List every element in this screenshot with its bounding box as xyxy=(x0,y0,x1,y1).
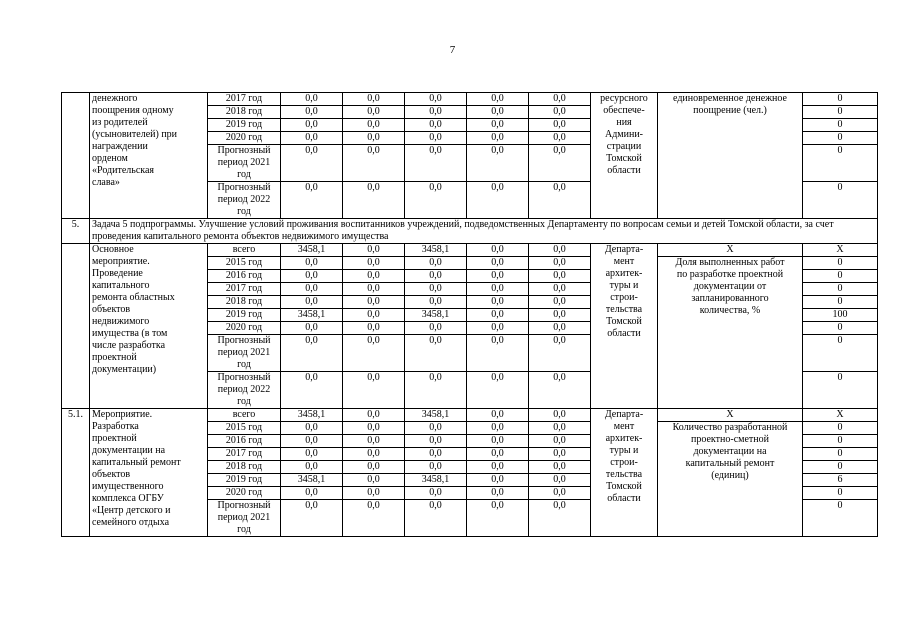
indicator-value: 0 xyxy=(803,257,878,270)
value-cell: 0,0 xyxy=(467,322,529,335)
value-cell: 0,0 xyxy=(343,93,405,106)
value-cell: 0,0 xyxy=(467,182,529,219)
value-cell: 0,0 xyxy=(405,270,467,283)
value-cell: 0,0 xyxy=(529,93,591,106)
value-cell: 0,0 xyxy=(529,487,591,500)
value-cell: 3458,1 xyxy=(281,244,343,257)
value-cell: 0,0 xyxy=(405,487,467,500)
period-cell: 2016 год xyxy=(208,435,281,448)
value-cell: 0,0 xyxy=(343,309,405,322)
indicator-name: Доля выполненных работ по разработке проектной документации от запланированного количества, % xyxy=(658,257,803,409)
value-cell: 0,0 xyxy=(405,145,467,182)
value-cell: 0,0 xyxy=(343,182,405,219)
value-cell: 0,0 xyxy=(343,448,405,461)
indicator-value: 0 xyxy=(803,322,878,335)
value-cell: 0,0 xyxy=(281,119,343,132)
value-cell: 0,0 xyxy=(467,461,529,474)
value-cell: 0,0 xyxy=(343,119,405,132)
value-cell: 3458,1 xyxy=(405,409,467,422)
indicator-head-cell: Х xyxy=(658,409,803,422)
value-cell: 0,0 xyxy=(281,257,343,270)
value-cell: 0,0 xyxy=(343,244,405,257)
value-cell: 0,0 xyxy=(281,283,343,296)
value-cell: 0,0 xyxy=(343,372,405,409)
value-cell: 0,0 xyxy=(343,474,405,487)
indicator-value: 0 xyxy=(803,422,878,435)
period-cell: всего xyxy=(208,409,281,422)
value-cell: 0,0 xyxy=(343,500,405,537)
executor-cell: Департа- мент архитек- туры и строи- тельства Томской области xyxy=(591,244,658,409)
row-number: 5.1. xyxy=(62,409,90,537)
value-cell: 0,0 xyxy=(343,283,405,296)
indicator-value: 0 xyxy=(803,93,878,106)
task-row xyxy=(62,219,878,244)
period-cell: Прогнозный период 2021 год xyxy=(208,335,281,372)
indicator-value: 6 xyxy=(803,474,878,487)
period-cell: 2017 год xyxy=(208,93,281,106)
value-cell: 0,0 xyxy=(343,409,405,422)
value-cell: 3458,1 xyxy=(281,309,343,322)
page-number: 7 xyxy=(449,44,456,56)
indicator-value: 0 xyxy=(803,283,878,296)
period-cell: 2016 год xyxy=(208,270,281,283)
value-cell: 0,0 xyxy=(405,461,467,474)
period-cell: всего xyxy=(208,244,281,257)
value-cell: 3458,1 xyxy=(281,409,343,422)
measure-name: Основное мероприятие. Проведение капитального ремонта областных объектов недвижимого имущества (в том числе разработка проектной документации) xyxy=(90,244,208,409)
value-cell: 0,0 xyxy=(281,93,343,106)
value-cell: 0,0 xyxy=(281,500,343,537)
value-cell: 0,0 xyxy=(467,372,529,409)
indicator-value: 0 xyxy=(803,435,878,448)
table-row xyxy=(62,244,878,257)
value-cell: 0,0 xyxy=(405,322,467,335)
period-cell: Прогнозный период 2021 год xyxy=(208,145,281,182)
indicator-value: 0 xyxy=(803,132,878,145)
value-cell: 0,0 xyxy=(529,119,591,132)
indicator-name: Количество разработанной проектно-сметной документации на капитальный ремонт (единиц) xyxy=(658,422,803,537)
value-cell: 0,0 xyxy=(529,500,591,537)
period-cell: 2017 год xyxy=(208,448,281,461)
indicator-value: Х xyxy=(803,409,878,422)
value-cell: 0,0 xyxy=(343,322,405,335)
task-number: 5. xyxy=(62,219,90,244)
period-cell: 2019 год xyxy=(208,119,281,132)
value-cell: 0,0 xyxy=(467,422,529,435)
indicator-value: 0 xyxy=(803,448,878,461)
value-cell: 0,0 xyxy=(281,296,343,309)
value-cell: 0,0 xyxy=(405,500,467,537)
value-cell: 0,0 xyxy=(529,132,591,145)
value-cell: 0,0 xyxy=(529,372,591,409)
value-cell: 0,0 xyxy=(529,448,591,461)
value-cell: 0,0 xyxy=(343,106,405,119)
value-cell: 0,0 xyxy=(529,309,591,322)
value-cell: 0,0 xyxy=(467,145,529,182)
value-cell: 0,0 xyxy=(467,335,529,372)
value-cell: 0,0 xyxy=(405,132,467,145)
value-cell: 0,0 xyxy=(405,283,467,296)
value-cell: 0,0 xyxy=(467,309,529,322)
value-cell: 0,0 xyxy=(529,461,591,474)
value-cell: 0,0 xyxy=(405,93,467,106)
table-row xyxy=(62,93,878,106)
value-cell: 0,0 xyxy=(529,106,591,119)
value-cell: 0,0 xyxy=(529,322,591,335)
value-cell: 0,0 xyxy=(529,270,591,283)
indicator-value: 0 xyxy=(803,182,878,219)
indicator-value: 0 xyxy=(803,145,878,182)
value-cell: 0,0 xyxy=(529,435,591,448)
value-cell: 0,0 xyxy=(467,257,529,270)
value-cell: 0,0 xyxy=(529,283,591,296)
value-cell: 0,0 xyxy=(281,145,343,182)
value-cell: 0,0 xyxy=(281,182,343,219)
period-cell: 2017 год xyxy=(208,283,281,296)
indicator-head-cell: Х xyxy=(658,244,803,257)
value-cell: 3458,1 xyxy=(281,474,343,487)
value-cell: 0,0 xyxy=(281,372,343,409)
period-cell: 2018 год xyxy=(208,106,281,119)
period-cell: 2020 год xyxy=(208,487,281,500)
indicator-value: 0 xyxy=(803,500,878,537)
period-cell: 2020 год xyxy=(208,322,281,335)
period-cell: Прогнозный период 2022 год xyxy=(208,372,281,409)
value-cell: 0,0 xyxy=(529,244,591,257)
value-cell: 0,0 xyxy=(343,145,405,182)
value-cell: 0,0 xyxy=(405,335,467,372)
task-title: Задача 5 подпрограммы. Улучшение условий проживания воспитанников учреждений, подведомственных Департаменту по вопросам семьи и детей Томской области, за счет проведения капитального ремонта объектов недвижимого имущества xyxy=(90,219,878,244)
value-cell: 0,0 xyxy=(529,474,591,487)
value-cell: 0,0 xyxy=(281,422,343,435)
period-cell: 2018 год xyxy=(208,296,281,309)
value-cell: 0,0 xyxy=(281,448,343,461)
value-cell: 0,0 xyxy=(281,335,343,372)
value-cell: 0,0 xyxy=(343,296,405,309)
period-cell: Прогнозный период 2022 год xyxy=(208,182,281,219)
value-cell: 3458,1 xyxy=(405,244,467,257)
table-body xyxy=(62,93,878,537)
value-cell: 0,0 xyxy=(529,409,591,422)
value-cell: 0,0 xyxy=(405,296,467,309)
period-cell: 2019 год xyxy=(208,474,281,487)
value-cell: 0,0 xyxy=(529,145,591,182)
value-cell: 0,0 xyxy=(281,435,343,448)
table-row xyxy=(62,409,878,422)
value-cell: 3458,1 xyxy=(405,474,467,487)
value-cell: 0,0 xyxy=(467,119,529,132)
value-cell: 0,0 xyxy=(343,487,405,500)
value-cell: 0,0 xyxy=(343,270,405,283)
value-cell: 0,0 xyxy=(405,372,467,409)
value-cell: 0,0 xyxy=(467,93,529,106)
indicator-value: 0 xyxy=(803,372,878,409)
value-cell: 0,0 xyxy=(343,335,405,372)
value-cell: 0,0 xyxy=(467,474,529,487)
value-cell: 0,0 xyxy=(467,244,529,257)
measure-name: денежного поощрения одному из родителей (усыновителей) при награждении орденом «Родительская слава» xyxy=(90,93,208,219)
value-cell: 0,0 xyxy=(343,461,405,474)
indicator-value: 0 xyxy=(803,335,878,372)
value-cell: 0,0 xyxy=(281,487,343,500)
executor-cell: Департа- мент архитек- туры и строи- тельства Томской области xyxy=(591,409,658,537)
value-cell: 0,0 xyxy=(529,257,591,270)
value-cell: 0,0 xyxy=(529,335,591,372)
indicator-value: 100 xyxy=(803,309,878,322)
period-cell: Прогнозный период 2021 год xyxy=(208,500,281,537)
value-cell: 0,0 xyxy=(281,270,343,283)
value-cell: 0,0 xyxy=(281,322,343,335)
value-cell: 0,0 xyxy=(529,422,591,435)
indicator-value: 0 xyxy=(803,119,878,132)
row-number xyxy=(62,93,90,219)
value-cell: 0,0 xyxy=(467,106,529,119)
value-cell: 0,0 xyxy=(467,435,529,448)
indicator-value: 0 xyxy=(803,296,878,309)
value-cell: 0,0 xyxy=(343,257,405,270)
value-cell: 0,0 xyxy=(405,106,467,119)
value-cell: 0,0 xyxy=(405,182,467,219)
measure-name: Мероприятие. Разработка проектной документации на капитальный ремонт объектов имущественного комплекса ОГБУ «Центр детского и семейного отдыха xyxy=(90,409,208,537)
value-cell: 0,0 xyxy=(467,132,529,145)
indicator-name: единовременное денежное поощрение (чел.) xyxy=(658,93,803,219)
value-cell: 3458,1 xyxy=(405,309,467,322)
period-cell: 2015 год xyxy=(208,422,281,435)
value-cell: 0,0 xyxy=(467,487,529,500)
value-cell: 0,0 xyxy=(467,283,529,296)
value-cell: 0,0 xyxy=(405,448,467,461)
indicator-value: Х xyxy=(803,244,878,257)
value-cell: 0,0 xyxy=(467,296,529,309)
value-cell: 0,0 xyxy=(467,448,529,461)
period-cell: 2019 год xyxy=(208,309,281,322)
value-cell: 0,0 xyxy=(467,500,529,537)
value-cell: 0,0 xyxy=(343,435,405,448)
indicator-value: 0 xyxy=(803,270,878,283)
value-cell: 0,0 xyxy=(405,119,467,132)
row-number xyxy=(62,244,90,409)
indicator-value: 0 xyxy=(803,106,878,119)
executor-cell: ресурсного обеспече- ния Админи- страции Томской области xyxy=(591,93,658,219)
value-cell: 0,0 xyxy=(281,132,343,145)
period-cell: 2015 год xyxy=(208,257,281,270)
value-cell: 0,0 xyxy=(343,422,405,435)
value-cell: 0,0 xyxy=(405,422,467,435)
program-table xyxy=(61,92,878,537)
value-cell: 0,0 xyxy=(529,182,591,219)
value-cell: 0,0 xyxy=(281,106,343,119)
value-cell: 0,0 xyxy=(529,296,591,309)
value-cell: 0,0 xyxy=(343,132,405,145)
period-cell: 2018 год xyxy=(208,461,281,474)
indicator-value: 0 xyxy=(803,461,878,474)
value-cell: 0,0 xyxy=(405,257,467,270)
value-cell: 0,0 xyxy=(467,409,529,422)
value-cell: 0,0 xyxy=(467,270,529,283)
value-cell: 0,0 xyxy=(281,461,343,474)
indicator-value: 0 xyxy=(803,487,878,500)
period-cell: 2020 год xyxy=(208,132,281,145)
value-cell: 0,0 xyxy=(405,435,467,448)
